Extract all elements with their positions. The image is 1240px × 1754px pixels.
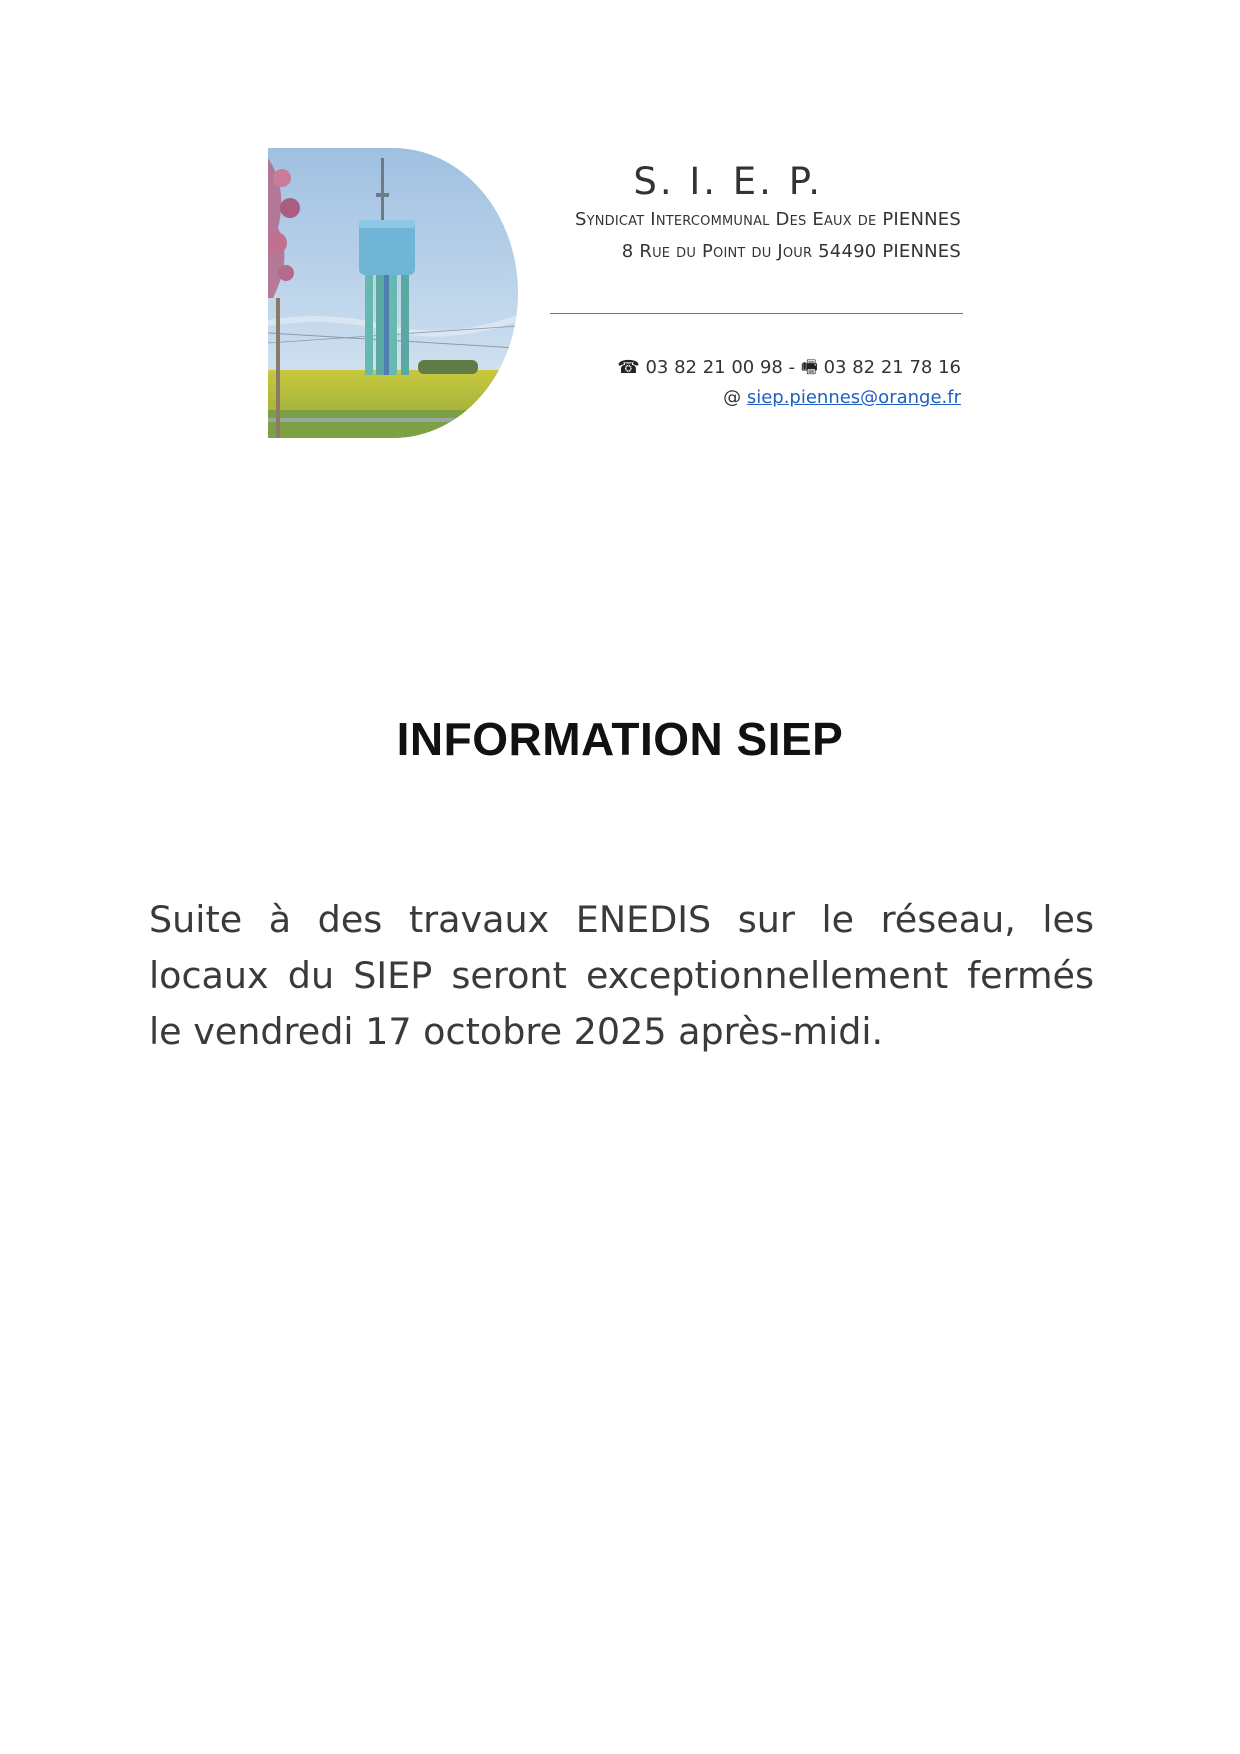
notice-title: INFORMATION SIEP	[396, 713, 844, 765]
org-address: 8 Rue du Point du Jour 54490 PIENNES	[621, 241, 961, 262]
organization-details	[481, 160, 961, 268]
email-prefix: @	[723, 387, 742, 408]
email-link[interactable]: siep.piennes@orange.fr	[746, 387, 961, 408]
fax-icon: 🖷	[800, 357, 818, 378]
email-line	[617, 383, 961, 413]
letterhead	[268, 148, 968, 438]
telephone-icon: ☎	[617, 357, 640, 378]
phone-fax-line	[617, 353, 961, 383]
fax-number: 03 82 21 78 16	[823, 357, 961, 378]
org-full-name: Syndicat Intercommunal Des Eaux de PIENNES	[574, 209, 961, 230]
org-acronym: S. I. E. P.	[633, 160, 823, 203]
notice-body: Suite à des travaux ENEDIS sur le réseau, les locaux du SIEP seront exceptionnellement fermés le vendredi 17 octobre 2025 après-midi.	[149, 898, 1094, 1053]
header-divider	[550, 313, 963, 314]
phone-number: 03 82 21 00 98	[645, 357, 783, 378]
contact-info	[617, 353, 961, 413]
phone-fax-separator: -	[782, 357, 801, 378]
